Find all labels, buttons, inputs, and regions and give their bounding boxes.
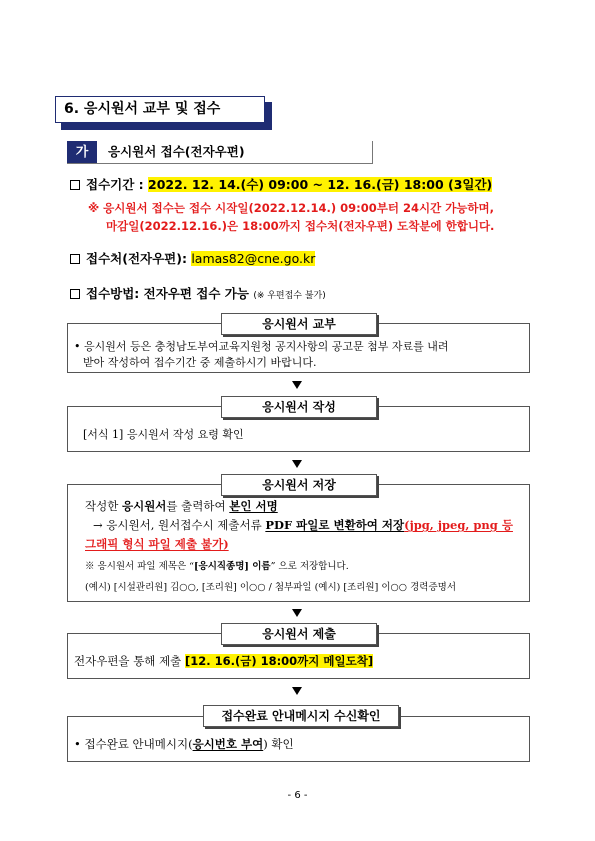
step-title-submit: 응시원서 제출 [221, 623, 377, 645]
receiver-row [70, 250, 315, 268]
step-title-write: 응시원서 작성 [221, 396, 377, 418]
period-note-1: ※ 응시원서 접수는 접수 시작일(2022.12.14.) 09:00부터 24시간 가능하며, [88, 201, 494, 215]
save-line-4: ※ 응시원서 파일 제목은 “[응시직종명] 이름” 으로 저장합니다. [85, 561, 349, 572]
receiver-email[interactable]: lamas82@cne.go.kr [191, 251, 316, 266]
step-text-line: • 응시원서 등은 충청남도부여교육지원청 공지사항의 공고문 첨부 자료를 내려 [74, 340, 449, 353]
save-line-5: (예시) [시설관리원] 김○○, [조리원] 이○○ / 첨부파일 (예시) [조리원] 이○○ 경력증명서 [85, 582, 456, 593]
period-value: 2022. 12. 14.(수) 09:00 ~ 12. 16.(금) 18:00 (3일간) [148, 177, 493, 192]
down-arrow-icon [292, 687, 302, 695]
step-text-line: 받아 작성하여 접수기간 중 제출하시기 바랍니다. [83, 356, 317, 369]
step-title-confirm: 접수완료 안내메시지 수신확인 [203, 705, 399, 727]
subsection-title: 응시원서 접수(전자우편) [108, 144, 245, 159]
period-note-2: 마감일(2022.12.16.)은 18:00까지 접수처(전자우편) 도착분에 한합니다. [106, 219, 495, 233]
down-arrow-icon [292, 609, 302, 617]
period-row [70, 176, 492, 194]
save-line-3: 그래픽 형식 파일 제출 불가) [85, 537, 229, 551]
down-arrow-icon [292, 460, 302, 468]
subsection-tag: 가 [67, 141, 97, 164]
section-title: 6. 응시원서 교부 및 접수 [55, 96, 265, 123]
page-number: - 6 - [287, 790, 308, 801]
save-line-1: 작성한 응시원서를 출력하여 본인 서명 [85, 499, 278, 513]
save-line-2: → 응시원서, 원서접수시 제출서류 PDF 파일로 변환하여 저장(jpg, jpeg, png 등 [93, 518, 513, 532]
subsection-underline [67, 163, 373, 164]
receiver-label: 접수처(전자우편): [86, 251, 192, 266]
confirm-line: • 접수완료 안내메시지(응시번호 부여) 확인 [74, 737, 294, 751]
submit-line: 전자우편을 통해 제출 [12. 16.(금) 18:00까지 메일도착] [74, 654, 374, 668]
step-title-distribution: 응시원서 교부 [221, 313, 377, 335]
period-label: 접수기간 : [86, 177, 149, 192]
method-row [70, 285, 326, 305]
subsection-border [372, 141, 373, 164]
step-title-save: 응시원서 저장 [221, 474, 377, 496]
checkbox-icon [70, 180, 80, 190]
method-label: 접수방법: 전자우편 접수 가능 [86, 286, 254, 301]
checkbox-icon [70, 254, 80, 264]
step-text-line: [서식 1] 응시원서 작성 요령 확인 [83, 428, 244, 441]
down-arrow-icon [292, 381, 302, 389]
method-note: (※ 우편접수 불가) [253, 291, 326, 301]
checkbox-icon [70, 289, 80, 299]
